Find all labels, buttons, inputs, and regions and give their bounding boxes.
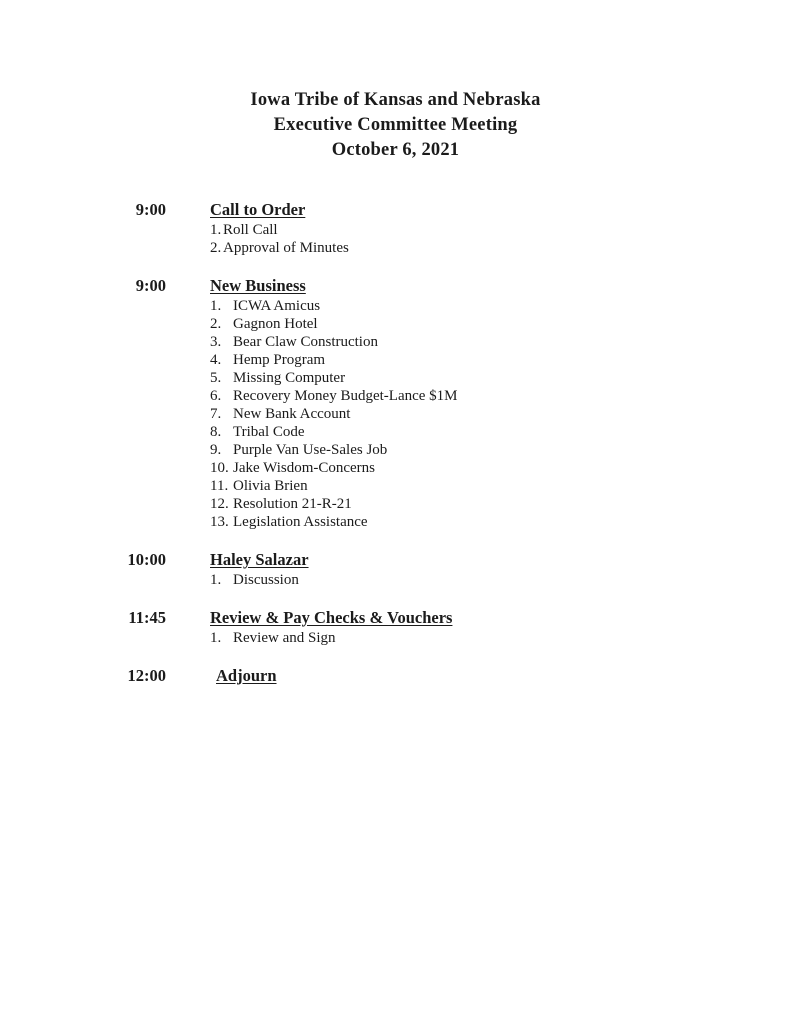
agenda-item <box>210 405 458 423</box>
agenda-item <box>210 351 458 369</box>
agenda-heading: Review & Pay Checks & Vouchers <box>210 608 453 627</box>
agenda-item-number: 3. <box>210 334 222 350</box>
agenda-item-text: Discussion <box>233 572 299 588</box>
agenda-item-list <box>210 221 349 257</box>
agenda-item-number: 9. <box>210 442 222 458</box>
agenda-item-number: 13. <box>210 514 229 530</box>
agenda-item-number: 8. <box>210 424 222 440</box>
agenda-item-text: New Bank Account <box>233 406 351 422</box>
agenda-heading: Call to Order <box>210 200 306 219</box>
title-line-date: October 6, 2021 <box>331 140 460 160</box>
agenda-heading: New Business <box>210 276 306 295</box>
agenda-item-text: Purple Van Use-Sales Job <box>233 442 388 458</box>
agenda-item-list <box>210 297 458 531</box>
agenda-section <box>0 200 791 257</box>
agenda-item-text: Olivia Brien <box>233 478 308 494</box>
title-line-meeting: Executive Committee Meeting <box>273 115 518 135</box>
agenda-section-content <box>210 550 309 589</box>
agenda-item <box>210 297 458 315</box>
agenda-item-number: 10. <box>210 460 229 476</box>
agenda-item-text: Legislation Assistance <box>233 514 368 530</box>
agenda-item <box>210 369 458 387</box>
agenda-item-text: ICWA Amicus <box>233 298 321 314</box>
agenda-item-number: 2. <box>210 316 222 332</box>
agenda-item-list <box>210 571 309 589</box>
agenda-item <box>210 513 458 531</box>
agenda-item-number: 1. <box>210 630 222 646</box>
agenda-item <box>210 441 458 459</box>
agenda-item <box>210 239 349 257</box>
agenda-item <box>210 333 458 351</box>
agenda-item <box>210 315 458 333</box>
agenda-section <box>0 666 791 687</box>
agenda-time: 12:00 <box>127 666 166 685</box>
agenda-item-number: 1. <box>210 572 222 588</box>
agenda-item-text: Roll Call <box>223 222 278 238</box>
agenda-time: 11:45 <box>128 608 166 627</box>
agenda-item-number: 1. <box>210 298 222 314</box>
agenda-item-number: 2. <box>210 240 222 256</box>
agenda-item-number: 5. <box>210 370 222 386</box>
agenda-item <box>210 387 458 405</box>
agenda-item-text: Jake Wisdom-Concerns <box>233 460 376 476</box>
agenda-item-number: 12. <box>210 496 229 512</box>
agenda-item <box>210 629 452 647</box>
agenda <box>0 200 791 687</box>
agenda-item <box>210 495 458 513</box>
agenda-item-text: Bear Claw Construction <box>233 334 378 350</box>
agenda-section <box>0 276 791 531</box>
agenda-item-text: Resolution 21-R-21 <box>233 496 352 512</box>
agenda-item-text: Hemp Program <box>233 352 326 368</box>
agenda-item-text: Recovery Money Budget-Lance $1M <box>233 388 458 404</box>
agenda-item-number: 7. <box>210 406 222 422</box>
agenda-heading: Adjourn <box>216 666 277 685</box>
agenda-item <box>210 477 458 495</box>
agenda-time: 9:00 <box>135 200 166 219</box>
agenda-heading: Haley Salazar <box>210 550 309 569</box>
agenda-item-number: 6. <box>210 388 222 404</box>
agenda-time: 9:00 <box>135 276 166 295</box>
agenda-item-number: 4. <box>210 352 222 368</box>
agenda-item-number: 1. <box>210 222 222 238</box>
document-title <box>0 88 791 163</box>
agenda-item-list <box>210 629 452 647</box>
title-line-organization: Iowa Tribe of Kansas and Nebraska <box>250 90 541 110</box>
agenda-section-content <box>210 276 458 531</box>
agenda-item-number: 11. <box>210 478 229 494</box>
agenda-section <box>0 608 791 647</box>
agenda-item <box>210 423 458 441</box>
agenda-item-text: Gagnon Hotel <box>233 316 318 332</box>
agenda-section-content <box>210 608 452 647</box>
agenda-item <box>210 459 458 477</box>
agenda-item <box>210 571 309 589</box>
agenda-section-content <box>210 666 277 687</box>
agenda-item-text: Review and Sign <box>233 630 336 646</box>
agenda-time: 10:00 <box>127 550 166 569</box>
agenda-item-text: Tribal Code <box>233 424 305 440</box>
agenda-section-content <box>210 200 349 257</box>
agenda-item <box>210 221 349 239</box>
agenda-section <box>0 550 791 589</box>
agenda-item-text: Missing Computer <box>233 370 346 386</box>
agenda-item-text: Approval of Minutes <box>223 240 349 256</box>
